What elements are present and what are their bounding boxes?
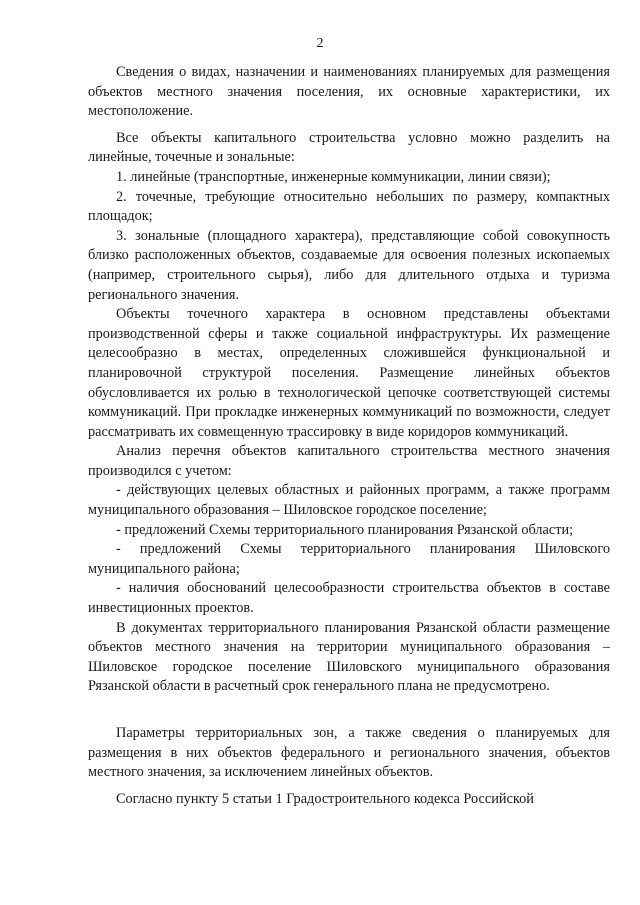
paragraph-classification-intro: Все объекты капитального строительства условно можно разделить на линейные, точечные и зональные: (88, 129, 610, 166)
list-item-point: 2. точечные, требующие относительно небольших по размеру, компактных площадок; (88, 188, 610, 225)
page-number: 2 (316, 36, 324, 51)
paragraph-regional-documents: В документах территориального планирования Рязанской области размещение объектов местного значения на территории муниципального образования – Шиловское городское поселение Шиловского муниципального образования Рязанской области в расчетный срок генерального плана не предусмотрено. (88, 619, 610, 695)
list-item-investment: - наличия обоснований целесообразности строительства объектов в составе инвестиционных проектов. (88, 580, 610, 617)
list-item-district-scheme: - предложений Схемы территориального планирования Шиловского муниципального района; (88, 541, 610, 577)
paragraph-heading-zones: Параметры территориальных зон, а также сведения о планируемых для размещения в них объектов федерального и регионального значения, объектов местного значения, за исключением линейных объектов. (88, 725, 610, 781)
list-item-programs: - действующих целевых областных и районных программ, а также программ муниципального образования – Шиловское городское поселение; (88, 482, 610, 519)
paragraph-point-objects: Объекты точечного характера в основном представлены объектами производственной сферы и также социальной инфраструктуры. Их размещение целесообразно в местах, определенных сложившейся функциональной и планировочной структурой поселения. Размещение линейных объектов обусловливается их ролью в технологической цепочке соответствующей системы коммуникаций. При прокладке инженерных коммуникаций по возможности, следует рассматривать их совмещенную трассировку в виде коридоров коммуникаций. (88, 306, 610, 440)
list-item-region-scheme: - предложений Схемы территориального планирования Рязанской области; (116, 521, 574, 538)
paragraph-code-reference: Согласно пункту 5 статьи 1 Градостроительного кодекса Российской (116, 790, 534, 807)
paragraph-analysis-intro: Анализ перечня объектов капитального строительства местного значения производился с учетом: (88, 443, 610, 479)
document-body (88, 63, 610, 809)
list-item-linear: 1. линейные (транспортные, инженерные коммуникации, линии связи); (116, 168, 551, 185)
paragraph-heading-objects: Сведения о видах, назначении и наименованиях планируемых для размещения объектов местного значения поселения, их основные характеристики, их местоположение. (88, 64, 610, 120)
list-item-zonal: 3. зональные (площадного характера), представляющие собой совокупность близко расположенных объектов, создаваемые для освоения полезных ископаемых (например, строительного сырья), либо для длительного отдыха и туризма регионального значения. (88, 227, 610, 303)
